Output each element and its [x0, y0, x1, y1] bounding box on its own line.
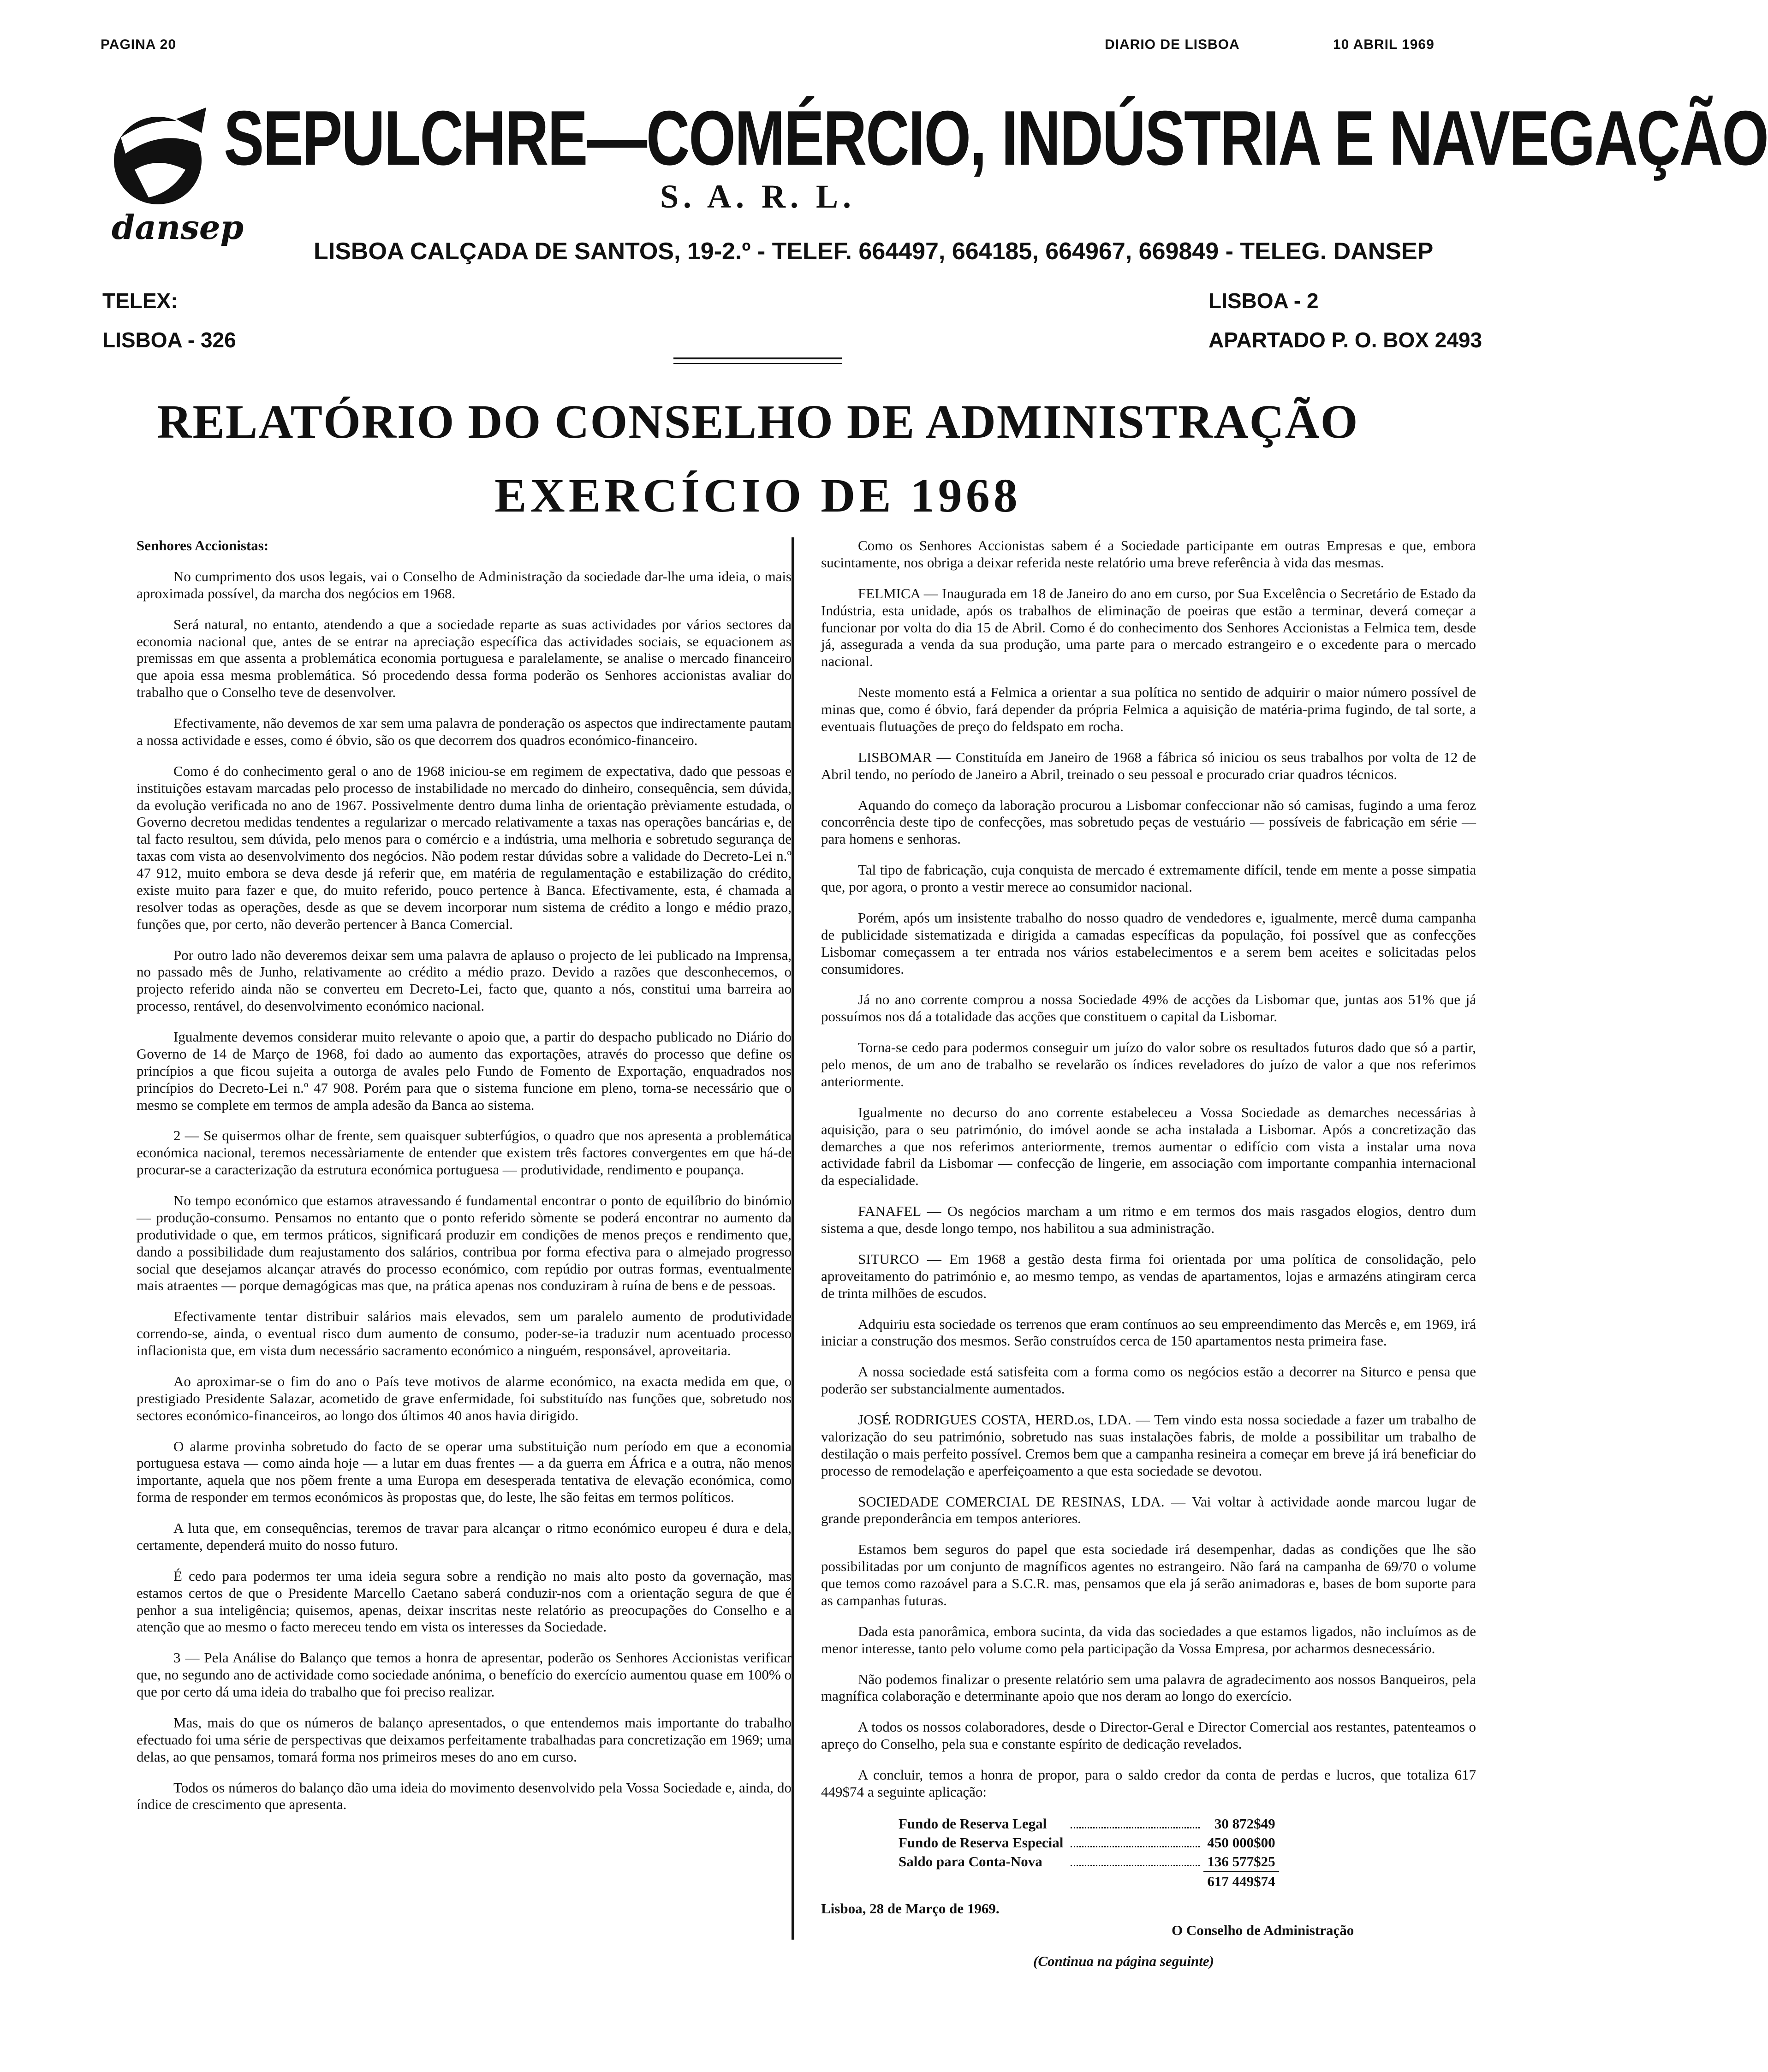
paragraph: Ao aproximar-se o fim do ano o País teve motivos de alarme económico, na exacta medida em que, o prestigiado Presidente Salazar, acometido de grave enfermidade, foi substituído nas funções que, sobretudo nos sectores económico-financeiros, ao longo dos últimos 40 anos havia dirigido. — [137, 1373, 792, 1423]
postal-city: LISBOA - 2 — [1208, 289, 1319, 313]
table-row — [895, 1852, 1279, 1872]
paragraph: Mas, mais do que os números de balanço apresentados, o que entendemos mais importante do trabalho efectuado foi uma série de perspectivas que deixamos perfeitamente trabalhadas para concretização em 1969; uma delas, ao que pensamos, tomará forma nos primeiros meses do ano em curso. — [137, 1714, 792, 1765]
paragraph: FELMICA — Inaugurada em 18 de Janeiro do ano em curso, por Sua Excelência o Secretário de Estado da Indústria, esta unidade, após os trabalhos de eliminação de poeiras que estão a terminar, deverá começar a funcionar por volta do dia 15 de Abril. Como é do conhecimento dos Senhores Accionistas a Felmica tem, desde já, assegurada a venda da sua produção, uma parte para o mercado estrangeiro e o excedente para o mercado nacional. — [821, 585, 1476, 670]
paragraph: 3 — Pela Análise do Balanço que temos a honra de apresentar, poderão os Senhores Accionistas verificar que, no segundo ano de actividade como sociedade anónima, o benefício do exercício aumentou quase em 100% o que por certo dá uma ideia do trabalho que foi preciso realizar. — [137, 1649, 792, 1700]
closing-signature: O Conselho de Administração — [1172, 1922, 1354, 1939]
paragraph: Como é do conhecimento geral o ano de 1968 iniciou-se em regimem de expectativa, dado que pessoas e instituições estavam marcadas pelo processo de instabilidade no mercado do dinheiro, consequência, sem dúvida, da evolução verificada no ano de 1967. Possivelmente dentro duma linha de orientação prèviamente estudada, o Governo decretou medidas tendentes a regularizar o mercado relativamente a taxas nas operações bancárias e, de tal facto resultou, sem dúvida, pelo menos para o comércio e a indústria, uma melhoria e sobretudo segurança de taxas com vista ao desenvolvimento dos negócios. Não podem restar dúvidas sobre a validade do Decreto-Lei n.º 47 912, muito embora se deva desde já referir que, em matéria de regulamentação e estabilização do crédito, existe muito para fazer e que, do muito referido, pouco pertence à Banca. Efectivamente, esta, é chamada a resolver todas as operações, desde as que se devem incorporar num sistema de crédito a longo e médio prazo, funções que, por certo, não deverão pertencer à Banca Comercial. — [137, 762, 792, 932]
telex-label: TELEX: — [102, 289, 178, 313]
page-number: PAGINA 20 — [101, 37, 177, 52]
left-column — [137, 537, 792, 1827]
paragraph: Dada esta panorâmica, embora sucinta, da vida das sociedades a que estamos ligados, não incluímos as de menor interesse, tanto pelo volume como pela participação da Vossa Empresa, por acharmos desnecessário. — [821, 1623, 1476, 1656]
paragraph: Aquando do começo da laboração procurou a Lisbomar confeccionar não só camisas, fugindo a uma feroz concorrência deste tipo de confecções, mas sobretudo peças de vestuário — possíveis de fabricação em série — para homens e senhoras. — [821, 797, 1476, 847]
paragraph: Efectivamente, não devemos de xar sem uma palavra de ponderação os aspectos que indirectamente pautam a nossa actividade e esses, como é óbvio, são os que decorrem dos quadros económico-financeiro. — [137, 715, 792, 748]
closing-place-date: Lisboa, 28 de Março de 1969. — [821, 1900, 1000, 1917]
paragraph: 2 — Se quisermos olhar de frente, sem quaisquer subterfúgios, o quadro que nos apresenta a problemática económica nacional, teremos necessàriamente de entender que existem três factores convergentes em que há-de procurar-se a caracterização da estrutura económica portuguesa — produtividade, rendimento e poupança. — [137, 1127, 792, 1178]
svg-text:dansep: dansep — [112, 208, 244, 247]
paragraph: Efectivamente tentar distribuir salários mais elevados, sem um paralelo aumento de produtividade correndo-se, ainda, o eventual risco dum aumento de consumo, poder-se-ia traduzir num acentuado processo inflacionista que, em vista dum necessário sacramento económico a ninguém, responsável, aproveitaria. — [137, 1308, 792, 1358]
company-name: SEPULCHRE—COMÉRCIO, INDÚSTRIA E NAVEGAÇÃO — [224, 95, 1768, 181]
report-subtitle: EXERCÍCIO DE 1968 — [494, 469, 1021, 522]
fund-label: Fundo de Reserva Legal — [899, 1815, 1047, 1832]
table-row — [895, 1815, 1279, 1834]
paragraph: SITURCO — Em 1968 a gestão desta firma foi orientada por uma política de consolidação, pelo aproveitamento do património e, ao mesmo tempo, as vendas de apartamentos, lojas e armazéns atingiram cerca de trinta milhões de escudos. — [821, 1250, 1476, 1301]
fund-value: 450 000$00 — [1207, 1834, 1275, 1851]
fund-total: 617 449$74 — [1203, 1872, 1279, 1891]
header-divider — [673, 357, 842, 364]
fund-value: 136 577$25 — [1207, 1853, 1275, 1870]
paragraph: É cedo para podermos ter uma ideia segura sobre a rendição no mais alto posto da governação, mas estamos certos de que o Presidente Marcello Caetano saberá conduzir-nos com a orientação segura de que é penhor a sua inteligência; quisemos, apenas, deixar inscritas neste relatório as preocupações do Conselho e a atenção que ao mesmo o facto mereceu tendo em vista os interesses da Sociedade. — [137, 1567, 792, 1635]
paragraph: Como os Senhores Accionistas sabem é a Sociedade participante em outras Empresas e que, embora sucintamente, nos obriga a deixar referida neste relatório uma breve referência à vida das mesmas. — [821, 537, 1476, 571]
paragraph: Adquiriu esta sociedade os terrenos que eram contínuos ao seu empreendimento das Mercês e, em 1969, irá iniciar a construção dos mesmos. Serão construídos cerca de 150 apartamentos nesta primeira fase. — [821, 1316, 1476, 1349]
paragraph: Tal tipo de fabricação, cuja conquista de mercado é extremamente difícil, tende em mente a posse simpatia que, por agora, o pronto a vestir merece ao consumidor nacional. — [821, 862, 1476, 895]
newspaper-name: DIARIO DE LISBOA — [1105, 37, 1240, 52]
telex-number: LISBOA - 326 — [102, 328, 236, 352]
paragraph: Todos os números do balanço dão uma ideia do movimento desenvolvido pela Vossa Sociedade e, ainda, do índice de crescimento que apresenta. — [137, 1779, 792, 1813]
paragraph: JOSÉ RODRIGUES COSTA, HERD.os, LDA. — Tem vindo esta nossa sociedade a fazer um trabalho de valorização do seu património, sobretudo nas suas instalações fabris, de molde a possibilitar um trabalho de destilação o mais perfeito possível. Cremos bem que a campanha resineira a começar em breve já irá beneficiar do processo de remodelação e aperfeiçoamento a que esta sociedade se devotou. — [821, 1411, 1476, 1479]
salutation: Senhores Accionistas: — [137, 537, 269, 554]
paragraph: A nossa sociedade está satisfeita com a forma como os negócios estão a decorrer na Siturco e pensa que poderão ser substancialmente aumentados. — [821, 1363, 1476, 1397]
paragraph: Igualmente no decurso do ano corrente estabeleceu a Vossa Sociedade as demarches necessárias à aquisição, para o seu património, do imóvel aonde se acha instalada a Lisbomar. Após a concretização das demarches a que nos referimos anteriormente, tremos aumentar o edifício com vista a instalar uma nova actividade fabril da Lisbomar — confecção de lingerie, em associação com importante companhia internacional da especialidade. — [821, 1104, 1476, 1189]
dot-leader — [1071, 1827, 1200, 1828]
paragraph: SOCIEDADE COMERCIAL DE RESINAS, LDA. — Vai voltar à actividade aonde marcou lugar de grande preponderância em tempos anteriores. — [821, 1493, 1476, 1527]
fund-label: Fundo de Reserva Especial — [899, 1834, 1064, 1851]
paragraph: Será natural, no entanto, atendendo a que a sociedade reparte as suas actividades por vários sectores da economia nacional que, antes de se entrar na apreciação específica das actividades sociais, se equacionem as premissas em que assenta a problemática economia portuguesa e paralelamente, se analise o mercado financeiro que apoia essa mesma problemática. Só procedendo dessa forma poderão os Senhores accionistas avaliar do trabalho que o Conselho teve de desenvolver. — [137, 616, 792, 701]
newspaper-date: 10 ABRIL 1969 — [1333, 37, 1435, 52]
company-address: LISBOA CALÇADA DE SANTOS, 19-2.º - TELEF. 664497, 664185, 664967, 669849 - TELEG. DANSEP — [314, 238, 1434, 265]
fund-label: Saldo para Conta-Nova — [899, 1853, 1042, 1870]
fund-allocation-table — [895, 1815, 1279, 1892]
paragraph: Estamos bem seguros do papel que esta sociedade irá desempenhar, dadas as condições que lhe são possibilitadas por um conjunto de magníficos agentes no estrangeiro. Não fará na campanha de 69/70 o volume que temos como razoável para a S.C.R. mas, pensamos que ela já serão animadoras e, bases de bom suporte para as campanhas futuras. — [821, 1541, 1476, 1608]
paragraph: Neste momento está a Felmica a orientar a sua política no sentido de adquirir o maior número possível de minas que, como é óbvio, fará depender da própria Felmica a aquisição de matéria-prima fugindo, de tal sorte, a eventuais flutuações de preço do feldspato em rocha. — [821, 684, 1476, 734]
paragraph: FANAFEL — Os negócios marcham a um ritmo e em termos dos mais rasgados elogios, dentro dum sistema a que, desde longo tempo, nos habilitou a sua administração. — [821, 1203, 1476, 1236]
paragraph: Não podemos finalizar o presente relatório sem uma palavra de agradecimento aos nossos Banqueiros, pela magnífica colaboração e determinante apoio que nos deram ao longo do exercício. — [821, 1671, 1476, 1704]
globe-ship-logo-icon — [107, 101, 244, 248]
report-title: RELATÓRIO DO CONSELHO DE ADMINISTRAÇÃO — [157, 395, 1359, 448]
paragraph: Torna-se cedo para podermos conseguir um juízo do valor sobre os resultados futuros dado que só a partir, pelo menos, de um ano de trabalho se revelarão os índices reveladores do juízo de valor a que nos referimos anteriormente. — [821, 1039, 1476, 1090]
fund-value: 30 872$49 — [1214, 1815, 1275, 1832]
dot-leader — [1071, 1865, 1200, 1866]
paragraph: Por outro lado não deveremos deixar sem uma palavra de aplauso o projecto de lei publicado na Imprensa, no passado mês de Junho, relativamente ao crédito a médio prazo. Devido a razões que desconhecemos, o projecto referido ainda não se converteu em Decreto-Lei, facto que, quanto a nós, constitui uma barreira ao processo, rentável, do desenvolvimento económico nacional. — [137, 947, 792, 1014]
column-divider — [792, 537, 794, 1940]
continuation-note: (Continua na página seguinte) — [1033, 1953, 1214, 1969]
po-box: APARTADO P. O. BOX 2493 — [1208, 328, 1482, 352]
table-row — [895, 1834, 1279, 1852]
paragraph: No cumprimento dos usos legais, vai o Conselho de Administração da sociedade dar-lhe uma ideia, o mais aproximada possível, da marcha dos negócios em 1968. — [137, 568, 792, 601]
paragraph: A todos os nossos colaboradores, desde o Director-Geral e Director Comercial aos restantes, patenteamos o apreço do Conselho, pela sua e constante espírito de dedicação revelados. — [821, 1719, 1476, 1752]
paragraph: Porém, após um insistente trabalho do nosso quadro de vendedores e, igualmente, mercê duma campanha de publicidade sistematizada e dirigida a camadas específicas da população, foi possível que as confecções Lisbomar começassem a ter entrada nos vários estabelecimentos e a serem bem aceites e solicitadas pelos consumidores. — [821, 909, 1476, 977]
paragraph: Já no ano corrente comprou a nossa Sociedade 49% de acções da Lisbomar que, juntas aos 51% que já possuímos nos dá a totalidade das acções que constituem o capital da Lisbomar. — [821, 991, 1476, 1025]
dot-leader — [1071, 1846, 1200, 1847]
paragraph: A concluir, temos a honra de propor, para o saldo credor da conta de perdas e lucros, que totaliza 617 449$74 a seguinte aplicação: — [821, 1767, 1476, 1800]
paragraph: A luta que, em consequências, teremos de travar para alcançar o ritmo económico europeu é dura e dela, certamente, dependerá muito do nosso futuro. — [137, 1520, 792, 1553]
company-logo — [107, 101, 244, 248]
paragraph: Igualmente devemos considerar muito relevante o apoio que, a partir do despacho publicado no Diário do Governo de 14 de Março de 1968, foi dado ao aumento das exportações, através do processo que define os princípios a que ficou sujeita a outorga de avales pelo Fundo de Fomento de Exportação, enquadrados nos princípios do Decreto-Lei n.º 47 908. Porém para que o sistema funcione em pleno, torna-se necessário que o mesmo se complete em termos de ampla adesão da Banca ao sistema. — [137, 1029, 792, 1113]
legal-form: S. A. R. L. — [660, 178, 856, 215]
paragraph: No tempo económico que estamos atravessando é fundamental encontrar o ponto de equilíbrio do binómio — produção-consumo. Pensamos no entanto que o ponto referido sòmente se poderá encontrar no aumento da produtividade o que, em termos práticos, significará produzir em condições de menos preços e rendimento que, dando a possibilidade dum reajustamento dos salários, contribua por forma efectiva para o almejado progresso social que desejamos alcançar através do processo económico, com repúdio por outras formas, eventualmente mais atraentes — porque demagógicas mas que, na prática apenas nos conduziram à ruína de bens e de pessoas. — [137, 1192, 792, 1294]
right-column — [821, 537, 1476, 1970]
paragraph: O alarme provinha sobretudo do facto de se operar uma substituição num período em que a economia portuguesa estava — como ainda hoje — a lutar em duas frentes — a da guerra em África e a outra, não menos importante, aquela que nos põem frente a uma Europa em desesperada tentativa de elevação económica, como forma de responder em termos económicos às propostas que, do leste, lhe são feitas em termos políticos. — [137, 1438, 792, 1506]
table-row — [895, 1872, 1279, 1891]
paragraph: LISBOMAR — Constituída em Janeiro de 1968 a fábrica só iniciou os seus trabalhos por volta de 12 de Abril tendo, no período de Janeiro a Abril, treinado o seu pessoal e procurado criar quadros técnicos. — [821, 749, 1476, 782]
